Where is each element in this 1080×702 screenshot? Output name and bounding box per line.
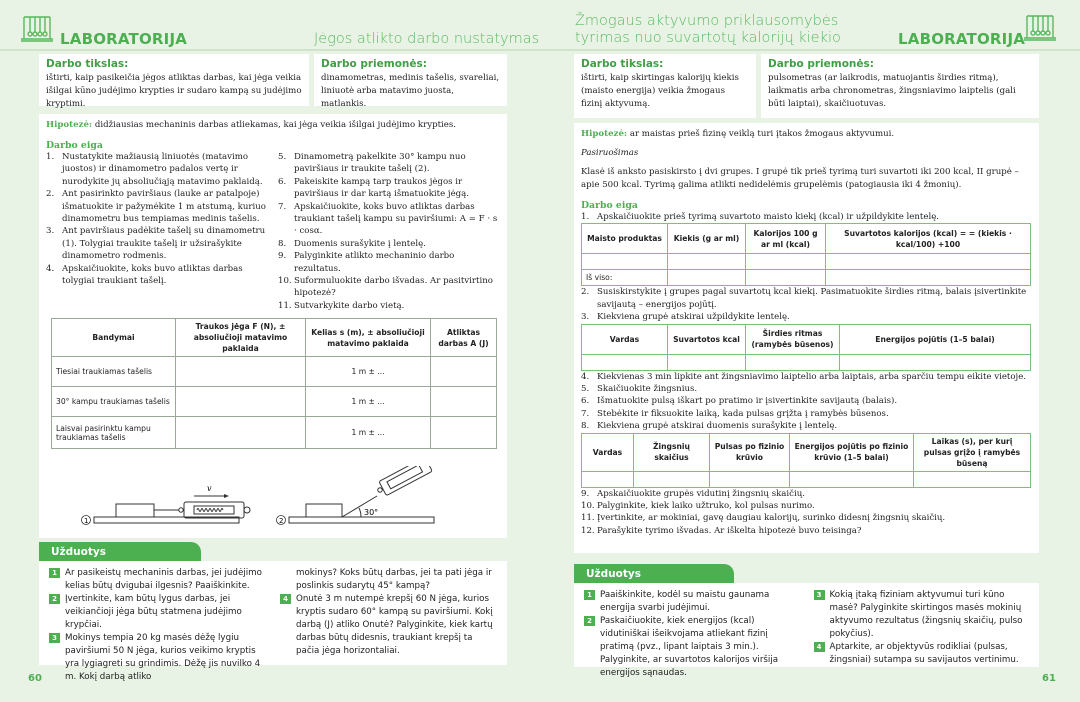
procedure-box bbox=[574, 123, 1039, 553]
step-item: 12. Parašykite tyrimo išvadas. Ar iškelta hipotezė buvo teisinga? bbox=[581, 525, 862, 536]
surface-2 bbox=[289, 517, 434, 523]
tasks-heading: Užduotys bbox=[39, 542, 201, 562]
procedure-box bbox=[39, 114, 507, 538]
step-item: 6. Išmatuokite pulsą iškart po pratimo ir įsivertinkite savijautą (balais). bbox=[581, 396, 898, 407]
hypothesis-text: ar maistas prieš fizinę veiklą turi įtakos žmogaus aktyvumui. bbox=[627, 129, 895, 139]
step-item: 3. Ant paviršiaus padėkite tašelį su dinamometru (1). Tolygiai traukite tašelį ir užsirašykite dinamometro rodmenis. bbox=[46, 226, 266, 262]
table-row: Iš viso: bbox=[582, 270, 1031, 286]
step-item: 1. Nustatykite mažiausią liniuotės (matavimo juostos) ir dinamometro padalos vertę ir nurodykite jų absoliučiąją matavimo paklaidą. bbox=[46, 152, 263, 187]
procedure-heading: Darbo eiga bbox=[581, 200, 638, 211]
tasks-box bbox=[574, 583, 1039, 678]
tasks-heading: Užduotys bbox=[574, 564, 734, 584]
table-row: Tiesiai traukiamas tašelis 1 m ± ... bbox=[52, 357, 497, 387]
tasks-col-1 bbox=[49, 567, 266, 682]
tasks-col-1 bbox=[584, 589, 800, 678]
step-item: 10. Palyginkite, kiek laiko užtruko, kol pulsas nurimo. bbox=[581, 501, 815, 512]
step-item: 2. Ant pasirinkto paviršiaus (lauke ar patalpoje) išmatuokite ir pažymėkite 1 m atstumą, kuriuo dinamometru bus tempiamas medinis tašelis. bbox=[46, 189, 266, 225]
step-item: 10. Suformuluokite darbo išvadas. Ar pasitvirtino hipotezė? bbox=[278, 276, 493, 299]
step-item: 7. Apskaičiuokite, koks buvo atliktas darbas traukiant tašelį kampu su paviršiumi: A = F · s · cosα. bbox=[278, 201, 498, 237]
task-item-continued: mokinys? Koks būtų darbas, jei ta pati jėga ir poslinkis sudarytų 45° kampą? bbox=[296, 568, 492, 591]
step-item: 4. Apskaičiuokite, koks buvo atliktas darbas tolygiai traukiant tašelį. bbox=[46, 263, 243, 287]
steps-list-2 bbox=[278, 151, 500, 312]
goal-text: ištirti, kaip skirtingas kalorijų kiekis (maisto energija) veikia žmogaus fizinį aktyvumą. bbox=[581, 73, 739, 109]
step-item: 1. Apskaičiuokite prieš tyrimą suvartoto maisto kiekį (kcal) ir užpildykite lentelę. bbox=[581, 212, 940, 222]
tools-text: pulsometras (ar laikrodis, matuojantis širdies ritmą), laikmatis arba chronometras, žingsniavimo laiptelis (gali būti laiptai), skaičiuotuvas. bbox=[768, 73, 1016, 109]
tools-heading: Darbo priemonės: bbox=[768, 58, 874, 70]
steps-list-c bbox=[581, 488, 1032, 538]
steps-list-b bbox=[581, 371, 1032, 433]
newtons-cradle-icon bbox=[1023, 14, 1057, 42]
angle-label: 30° bbox=[364, 508, 379, 517]
task-item: 4 Aptarkite, ar objektyvūs rodikliai (pulsas, žingsniai) sutampa su savijautos vertinimu. bbox=[814, 641, 1030, 667]
food-table: Maisto produktas Kiekis (g ar ml) Kalorijos 100 g ar ml (kcal) Suvartotos kalorijos (kcal) = = (kiekis · kcal/100) +100 Iš viso: bbox=[581, 223, 1031, 286]
tasks-box bbox=[39, 561, 507, 682]
tools-box bbox=[761, 54, 1039, 118]
step-item: 7. Stebėkite ir fiksuokite laiką, kada pulsas grįžta į ramybės būsenos. bbox=[581, 408, 889, 419]
step-item: 11. Įvertinkite, ar mokiniai, gavę daugiau kalorijų, surinko didesnį žingsnių skaičių. bbox=[581, 513, 946, 524]
goal-heading: Darbo tikslas: bbox=[46, 58, 129, 70]
tools-box bbox=[314, 54, 507, 109]
header-divider bbox=[540, 49, 1080, 51]
step-item: 5. Skaičiuokite žingsnius. bbox=[581, 384, 698, 395]
hypothesis bbox=[581, 128, 1032, 141]
tools-heading: Darbo priemonės: bbox=[321, 58, 427, 70]
table-row: 30° kampu traukiamas tašelis 1 m ± ... bbox=[52, 387, 497, 417]
hypothesis-label: Hipotezė: bbox=[581, 129, 628, 139]
tasks-col-2 bbox=[814, 589, 1030, 665]
step-item: 8. Kiekviena grupė atskirai duomenis surašykite į lentelę. bbox=[581, 421, 838, 432]
lab-label: LABORATORIJA bbox=[898, 30, 1026, 48]
step-1 bbox=[581, 211, 1032, 223]
table-row: Laisvai pasirinktu kampu traukiamas tašelis 1 m ± ... bbox=[52, 417, 497, 449]
task-item: 4 Onutė 3 m nutempė krepšį 60 N jėga, kurios kryptis sudaro 60° kampą su paviršiumi. Kokį darbą (J) atliko Onutė? Palyginkite, kiek kartų darbas būtų didesnis, traukiant krepšį ta pačia jėga horizontaliai. bbox=[280, 593, 497, 658]
goal-heading: Darbo tikslas: bbox=[581, 58, 664, 70]
newtons-cradle-icon bbox=[20, 15, 54, 43]
hypothesis-text: didžiausias mechaninis darbas atliekamas, kai jėga veikia išilgai judėjimo krypties. bbox=[92, 120, 457, 130]
task-item: 3 Kokią įtaką fiziniam aktyvumui turi kūno masė? Palyginkite skirtingos masės mokinių aktyvumo rezultatus (žingsnių skaičių, pulso pokyčius). bbox=[814, 589, 1030, 641]
page-number: 60 bbox=[28, 673, 42, 684]
activity-table: Vardas Žingsnių skaičius Pulsas po fizinio krūvio Energijos pojūtis po fizinio krūvio (1–5 balai) Laikas (s), per kurį pulsas grįžo į ramybės būseną bbox=[581, 433, 1031, 488]
step-item: 5. Dinamometrą pakelkite 30° kampu nuo paviršiaus ir traukite tašelį (2). bbox=[278, 152, 466, 175]
page-title: Jėgos atlikto darbo nustatymas bbox=[314, 31, 540, 47]
steps-list-a bbox=[581, 286, 1032, 323]
step-item: 9. Apskaičiuokite grupės vidutinį žingsnių skaičių. bbox=[581, 488, 806, 499]
step-item: 2. Susiskirstykite į grupes pagal suvartotų kcal kiekį. Pasimatuokite širdies ritmą, balais įsivertinkite savijautą – energijos pojūtį. bbox=[581, 287, 1027, 310]
goal-text: ištirti, kaip pasikeičia jėgos atliktas darbas, kai jėga veikia išilgai kūno judėjimo krypties ir sudaro kampą su judėjimo kryptimi. bbox=[46, 73, 302, 109]
tasks-col-2 bbox=[280, 567, 497, 659]
hypothesis bbox=[46, 119, 500, 132]
step-item: 3. Kiekviena grupė atskirai užpildykite lentelę. bbox=[581, 312, 790, 323]
tools-text: dinamometras, medinis tašelis, svareliai, liniuotė arba matavimo juosta, matlankis. bbox=[321, 73, 500, 109]
experiment-diagram bbox=[74, 466, 494, 536]
velocity-label: v bbox=[207, 484, 212, 493]
task-item: 3 Mokinys tempia 20 kg masės dėžę lygiu paviršiumi 50 N jėga, kurios veikimo kryptis yra lygiagreti su grindimis. Dėžę jis nuvilko 4 m. Kokį darbą atliko bbox=[49, 632, 266, 684]
results-table: Bandymai Traukos jėga F (N), ± absoliučioji matavimo paklaida Kelias s (m), ± absoliučioji matavimo paklaida Atliktas darbas A (J) Tiesiai traukiamas tašelis 1 m ± ... 30° kampu traukiamas tašelis 1 m ± ... Laisvai pasirinktu kampu traukiamas tašelis 1 m ± ... bbox=[51, 318, 497, 449]
goal-box bbox=[574, 54, 756, 118]
page-title-line-2: tyrimas nuo suvartotų kalorijų kiekio bbox=[575, 30, 841, 46]
steps-list-1 bbox=[46, 151, 268, 312]
table-row bbox=[582, 471, 1031, 487]
block-1 bbox=[116, 504, 154, 517]
page-number: 61 bbox=[1042, 673, 1056, 684]
figure-label-1: 1 bbox=[84, 517, 89, 525]
step-item: 6. Pakeiskite kampą tarp traukos jėgos ir paviršiaus ir dar kartą išmatuokite jėgą. bbox=[278, 176, 470, 200]
group-table: Vardas Suvartotos kcal Širdies ritmas (ramybės būsenos) Energijos pojūtis (1–5 balai) bbox=[581, 324, 1031, 371]
step-item: 11. Sutvarkykite darbo vietą. bbox=[278, 300, 405, 311]
preparation-heading: Pasiruošimas bbox=[581, 148, 639, 158]
task-item: 1 Paaiškinkite, kodėl su maistu gaunama energija svarbi judėjimui. bbox=[584, 589, 800, 615]
block-2 bbox=[306, 504, 342, 517]
page-title-line-1: Žmogaus aktyvumo priklausomybės bbox=[575, 13, 839, 29]
table-row bbox=[582, 354, 1031, 370]
step-item: 9. Palyginkite atlikto mechaninio darbo rezultatus. bbox=[278, 251, 455, 274]
step-item: 4. Kiekvienas 3 min lipkite ant žingsniavimo laiptelio arba laiptais, arba sparčiu tempu eikite vietoje. bbox=[581, 371, 1027, 382]
right-page bbox=[540, 0, 1080, 702]
step-item: 8. Duomenis surašykite į lentelę. bbox=[278, 238, 426, 249]
preparation-text: Klasė iš anksto pasiskirsto į dvi grupes. I grupė tik prieš tyrimą turi suvartoti iki 200 kcal, II grupė – apie 500 kcal. Tyrimą galima atlikti nedidelėmis grupelėmis (patogiausia iki 4 žmonių). bbox=[581, 167, 1019, 190]
lab-label: LABORATORIJA bbox=[60, 30, 188, 48]
task-item: 2 Paskaičiuokite, kiek energijos (kcal) vidutiniškai išeikvojama atliekant fizinį pratimą (pvz., lipant laiptais 3 min.). Palyginkite, ar suvartotos kalorijos viršija energijos sąnaudas. bbox=[584, 615, 800, 680]
task-item: 2 Įvertinkite, kam būtų lygus darbas, jei veikiančioji jėga būtų statmena judėjimo krypčiai. bbox=[49, 593, 266, 632]
header-divider bbox=[0, 49, 540, 51]
table-row bbox=[582, 254, 1031, 270]
hypothesis-label: Hipotezė: bbox=[46, 120, 93, 130]
dynamometer-1 bbox=[184, 502, 244, 518]
page-title bbox=[575, 13, 841, 47]
figure-label-2: 2 bbox=[279, 517, 284, 525]
procedure-heading: Darbo eiga bbox=[46, 140, 103, 151]
goal-box bbox=[39, 54, 309, 109]
task-item: 1 Ar pasikeistų mechaninis darbas, jei judėjimo kelias būtų dvigubai ilgesnis? Paaiškinkite. bbox=[49, 567, 266, 593]
